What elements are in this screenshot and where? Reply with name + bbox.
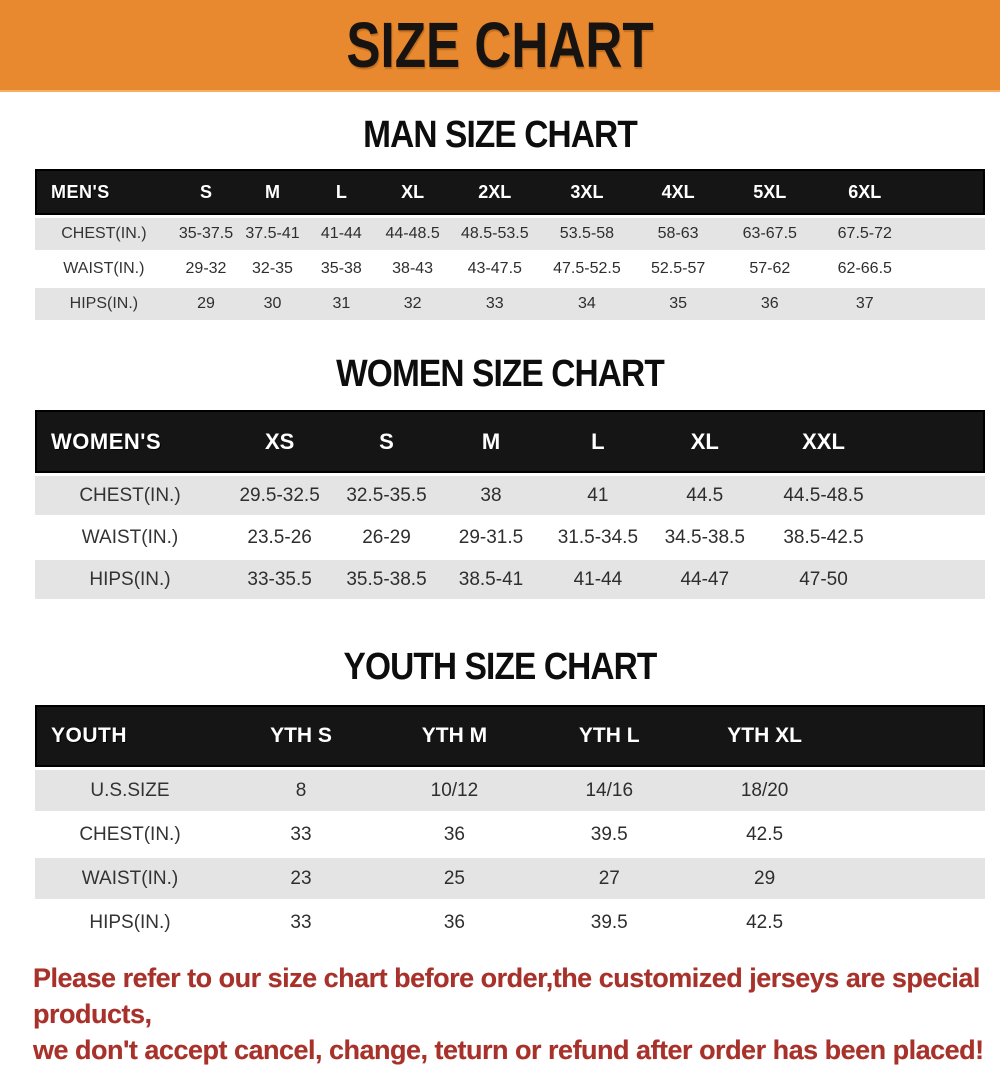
row-spacer <box>914 218 985 250</box>
women-section-title: WOMEN SIZE CHART <box>336 353 664 395</box>
measurement-value-cell: 35-38 <box>320 260 362 277</box>
measurement-row <box>35 902 985 943</box>
size-column-header: 2XL <box>448 169 541 215</box>
measurement-row <box>35 518 985 557</box>
measurement-value-cell: 30 <box>263 295 282 312</box>
measurement-value-cell: 57-62 <box>749 260 791 277</box>
size-column-header: 6XL <box>816 169 914 215</box>
measurement-value-cell: 52.5-57 <box>650 260 706 277</box>
table-corner-label: WOMEN'S <box>35 410 225 473</box>
banner-title: SIZE CHART <box>346 9 654 81</box>
measurement-value-cell: 36 <box>760 295 779 312</box>
disclaimer-line-1: Please refer to our size chart before order,the customized jerseys are special products, <box>33 963 980 1029</box>
measurement-row <box>35 476 985 515</box>
measurement-value-cell: 42.5 <box>746 823 784 845</box>
size-column-header: 4XL <box>633 169 724 215</box>
measurement-value-cell: 8 <box>295 779 307 801</box>
measurement-value-cell: 38.5-41 <box>458 568 524 590</box>
row-spacer <box>842 770 985 811</box>
disclaimer-note <box>33 960 1000 1068</box>
measurement-row-label: CHEST(IN.) <box>79 823 181 845</box>
measurement-value-cell: 35.5-38.5 <box>346 568 427 590</box>
measurement-value-cell: 29.5-32.5 <box>239 484 320 506</box>
measurement-value-cell: 37.5-41 <box>245 225 300 242</box>
size-column-header: M <box>439 410 544 473</box>
size-column-header: YTH L <box>532 705 687 767</box>
measurement-value-cell: 25 <box>443 867 465 889</box>
measurement-row <box>35 858 985 899</box>
measurement-value-cell: 33 <box>485 295 504 312</box>
measurement-value-cell: 31 <box>332 295 351 312</box>
size-column-header: XL <box>377 169 448 215</box>
measurement-value-cell: 58-63 <box>657 225 699 242</box>
measurement-value-cell: 35-37.5 <box>178 225 234 242</box>
row-spacer <box>890 560 985 599</box>
row-spacer <box>842 902 985 943</box>
measurement-row-label: WAIST(IN.) <box>81 867 179 889</box>
measurement-value-cell: 32-35 <box>252 260 293 277</box>
size-chart-banner <box>0 0 1000 92</box>
measurement-value-cell: 14/16 <box>585 779 634 801</box>
measurement-value-cell: 10/12 <box>430 779 479 801</box>
measurement-value-cell: 35 <box>669 295 688 312</box>
measurement-value-cell: 39.5 <box>590 823 628 845</box>
table-header-row <box>35 410 985 473</box>
size-column-header: L <box>543 410 652 473</box>
measurement-value-cell: 36 <box>443 823 465 845</box>
measurement-value-cell: 44.5 <box>686 484 724 506</box>
measurement-value-cell: 34 <box>578 295 596 312</box>
measurement-row-label: WAIST(IN.) <box>81 526 179 548</box>
measurement-value-cell: 44-47 <box>680 568 730 590</box>
measurement-value-cell: 29-31.5 <box>458 526 524 548</box>
measurement-row <box>35 253 985 285</box>
measurement-value-cell: 23.5-26 <box>247 526 312 548</box>
women-size-table <box>35 407 985 602</box>
size-column-header: YTH S <box>225 705 377 767</box>
measurement-value-cell: 48.5-53.5 <box>460 225 529 242</box>
header-spacer <box>890 410 985 473</box>
measurement-row-label: CHEST(IN.) <box>61 225 147 242</box>
measurement-row <box>35 288 985 320</box>
measurement-value-cell: 38 <box>480 484 502 506</box>
size-column-header: YTH M <box>377 705 532 767</box>
measurement-value-cell: 33 <box>290 911 312 933</box>
measurement-row <box>35 218 985 250</box>
disclaimer-line-2: we don't accept cancel, change, teturn or refund after order has been placed! <box>33 1035 984 1065</box>
youth-size-table <box>35 702 985 946</box>
measurement-value-cell: 31.5-34.5 <box>557 526 639 548</box>
measurement-row-label: HIPS(IN.) <box>89 911 171 933</box>
measurement-value-cell: 18/20 <box>740 779 789 801</box>
table-corner-label: YOUTH <box>35 705 225 767</box>
row-spacer <box>890 476 985 515</box>
measurement-value-cell: 44.5-48.5 <box>783 484 864 506</box>
measurement-value-cell: 38-43 <box>392 260 434 277</box>
measurement-value-cell: 36 <box>443 911 465 933</box>
men-size-table <box>35 166 985 323</box>
youth-section-title: YOUTH SIZE CHART <box>343 646 657 688</box>
measurement-value-cell: 44-48.5 <box>385 225 440 242</box>
measurement-value-cell: 32.5-35.5 <box>346 484 427 506</box>
measurement-value-cell: 39.5 <box>590 911 628 933</box>
measurement-value-cell: 47-50 <box>799 568 848 590</box>
measurement-value-cell: 26-29 <box>362 526 411 548</box>
measurement-value-cell: 32 <box>403 295 422 312</box>
size-column-header: 3XL <box>541 169 632 215</box>
measurement-row-label: WAIST(IN.) <box>63 260 145 277</box>
header-spacer <box>914 169 985 215</box>
size-column-header: XS <box>225 410 334 473</box>
measurement-value-cell: 47.5-52.5 <box>553 260 621 277</box>
table-corner-label: MEN'S <box>35 169 173 215</box>
row-spacer <box>890 518 985 557</box>
measurement-value-cell: 29 <box>754 867 776 889</box>
men-section-title: MAN SIZE CHART <box>363 114 637 156</box>
measurement-value-cell: 29 <box>197 295 215 312</box>
measurement-value-cell: 67.5-72 <box>837 225 892 242</box>
size-column-header: 5XL <box>724 169 816 215</box>
measurement-value-cell: 41-44 <box>573 568 623 590</box>
size-column-header: M <box>239 169 306 215</box>
measurement-value-cell: 33 <box>290 823 312 845</box>
measurement-value-cell: 62-66.5 <box>837 260 892 277</box>
measurement-row <box>35 770 985 811</box>
measurement-row-label: HIPS(IN.) <box>69 295 139 312</box>
row-spacer <box>914 253 985 285</box>
measurement-value-cell: 34.5-38.5 <box>664 526 745 548</box>
measurement-value-cell: 23 <box>290 867 312 889</box>
measurement-value-cell: 53.5-58 <box>559 225 615 242</box>
row-spacer <box>914 288 985 320</box>
measurement-value-cell: 63-67.5 <box>742 225 797 242</box>
measurement-value-cell: 41-44 <box>320 225 362 242</box>
row-spacer <box>842 814 985 855</box>
measurement-value-cell: 29-32 <box>185 260 227 277</box>
measurement-value-cell: 41 <box>587 484 609 506</box>
size-column-header: XL <box>653 410 758 473</box>
measurement-value-cell: 37 <box>855 295 874 312</box>
size-column-header: XXL <box>757 410 890 473</box>
row-spacer <box>842 858 985 899</box>
measurement-row-label: U.S.SIZE <box>90 779 170 801</box>
measurement-row-label: CHEST(IN.) <box>79 484 181 506</box>
size-column-header: YTH XL <box>687 705 843 767</box>
measurement-value-cell: 27 <box>598 867 620 889</box>
measurement-row <box>35 814 985 855</box>
measurement-row <box>35 560 985 599</box>
measurement-value-cell: 33-35.5 <box>247 568 312 590</box>
size-column-header: L <box>306 169 377 215</box>
size-column-header: S <box>173 169 240 215</box>
measurement-value-cell: 43-47.5 <box>467 260 522 277</box>
measurement-value-cell: 42.5 <box>746 911 784 933</box>
table-header-row <box>35 705 985 767</box>
header-spacer <box>842 705 985 767</box>
measurement-row-label: HIPS(IN.) <box>89 568 171 590</box>
size-column-header: S <box>334 410 439 473</box>
measurement-value-cell: 38.5-42.5 <box>783 526 864 548</box>
table-header-row <box>35 169 985 215</box>
